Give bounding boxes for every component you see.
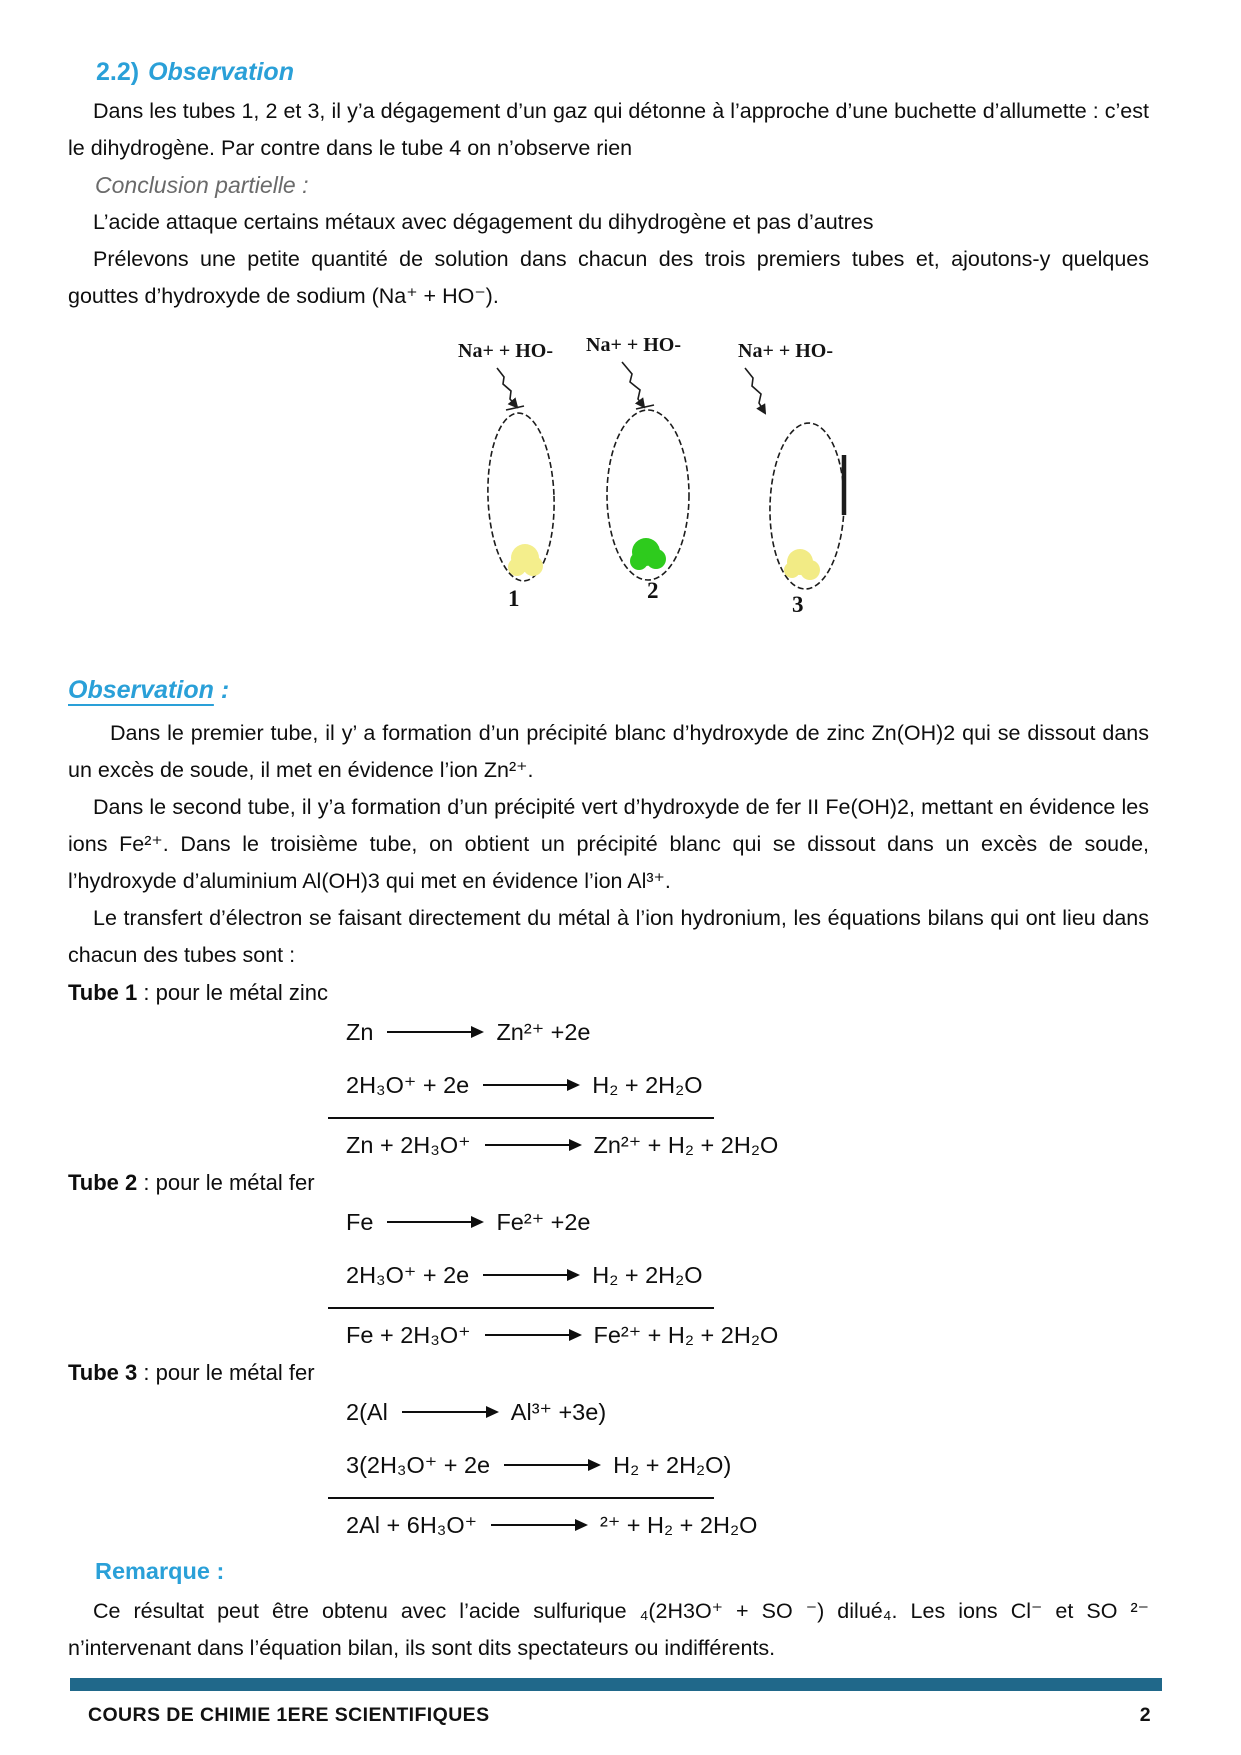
tube1-subtitle: : pour le métal zinc [137,980,329,1005]
tube3-eq2-rhs: H₂ + 2H₂O) [613,1451,732,1478]
tube-2-number: 2 [647,578,659,603]
tube-2-precipitate [630,538,666,570]
reaction-arrow [483,1274,578,1276]
tube-3-number: 3 [792,592,804,617]
tube-1-arrow-tick [506,406,524,410]
tube-1-number: 1 [508,586,520,611]
sum-rule [328,1117,714,1119]
tube1-half-equation-1 [346,1015,1149,1049]
tube1-label: Tube 1 [68,980,138,1005]
paragraph-transfert-electron: Le transfert d’électron se faisant directement du métal à l’ion hydronium, les équations bilans qui ont lieu dans chacun des tubes sont : [68,906,1149,967]
sum-rule [328,1307,714,1309]
tube2-eq1-rhs: Fe²⁺ +2e [496,1209,591,1235]
tube3-half-equation-2 [346,1448,1149,1482]
page-footer [0,1678,1241,1727]
tube-2-arrow-tick [636,405,654,409]
tube-3-precipitate [784,549,820,580]
tube3-eq1-lhs: 2(Al [346,1398,388,1425]
section-number: 2.2) [96,58,140,86]
section-title: Observation [148,58,294,86]
tube3-equations [346,1395,1149,1542]
tube-1-precipitate [508,544,543,576]
paragraph-acide-attaque: L’acide attaque certains métaux avec dégagement du dihydrogène et pas d’autres [93,210,874,234]
reaction-arrow [485,1144,580,1146]
tube1-eq1-lhs: Zn [346,1018,374,1045]
tube1-half-equation-2 [346,1068,1149,1102]
tube-3-reagent-label: Na+ + HO- [738,340,834,362]
tube2-sum-lhs: Fe + 2H₃O⁺ [346,1322,471,1348]
paragraph-prelevons: Prélevons une petite quantité de solution dans chacun des trois premiers tubes et, ajoutons-y quelques gouttes d’hydroxyde de sodium (Na⁺ + HO⁻). [68,247,1149,308]
tube-2-group [586,334,689,603]
tube-1-group [458,340,557,611]
tube-2-drop-arrow [622,362,644,407]
tube3-eq2-lhs: 3(2H₃O⁺ + 2e [346,1452,491,1478]
tube2-eq2-rhs: H₂ + 2H₂O [592,1261,703,1288]
tube3-label: Tube 3 [68,1360,138,1385]
tube2-eq2-lhs: 2H₃O⁺ + 2e [346,1262,470,1288]
observation-heading-colon: : [213,676,230,704]
tube1-eq2-lhs: 2H₃O⁺ + 2e [346,1072,470,1098]
tube1-eq2-rhs: H₂ + 2H₂O [592,1071,703,1098]
tube2-sum-equation [346,1307,1149,1352]
paragraph-remark: Ce résultat peut être obtenu avec l’acide sulfurique ₄(2H3O⁺ + SO ⁻) dilué₄. Les ions Cl⁻ et SO ²⁻ n’intervenant dans l’équation bilan, ils sont dits spectateurs ou indifférents. [68,1599,1149,1660]
remark-heading: Remarque : [95,1558,225,1584]
tube-2-reagent-label: Na+ + HO- [586,334,682,356]
tube1-sum-equation [346,1117,1149,1162]
tube3-sum-rhs: ²⁺ + H₂ + 2H₂O [600,1512,758,1538]
test-tubes-drawing [440,330,860,622]
paragraph-premier-tube: Dans le premier tube, il y’ a formation d’un précipité blanc d’hydroxyde de zinc Zn(OH)2 qui se dissout dans un excès de soude, il met en évidence l’ion Zn²⁺. [68,721,1149,782]
tube2-label: Tube 2 [68,1170,138,1195]
test-tubes-diagram [440,330,860,622]
tube2-sum-rhs: Fe²⁺ + H₂ + 2H₂O [593,1322,779,1348]
reaction-arrow [491,1524,586,1526]
tube-1-reagent-label: Na+ + HO- [458,340,554,362]
paragraph-observation-gas: Dans les tubes 1, 2 et 3, il y’a dégagement d’un gaz qui détonne à l’approche d’une buchette d’allumette : c’est le dihydrogène. Par contre dans le tube 4 on n’observe rien [68,99,1149,160]
tube3-equation-heading [68,1354,1149,1391]
tube-3-drop-arrow [745,368,765,413]
tube2-half-equation-1 [346,1205,1149,1239]
tube1-sum-lhs: Zn + 2H₃O⁺ [346,1132,471,1158]
conclusion-partielle-label: Conclusion partielle : [95,172,309,198]
paragraph-second-troisieme-tube: Dans le second tube, il y’a formation d’un précipité vert d’hydroxyde de fer II Fe(OH)2, mettant en évidence les ions Fe²⁺. Dans le troisième tube, on obtient un précipité blanc qui se dissout dans un excès de soude, l’hydroxyde d’aluminium Al(OH)3 qui met en évidence l’ion Al³⁺. [68,795,1149,893]
footer-course-title: COURS DE CHIMIE 1ERE SCIENTIFIQUES [88,1704,490,1726]
reaction-arrow [485,1334,580,1336]
tube1-equation-heading [68,974,1149,1011]
tube-1-drop-arrow [497,368,517,407]
tube3-subtitle: : pour le métal fer [137,1360,315,1385]
tube2-half-equation-2 [346,1258,1149,1292]
reaction-arrow [483,1084,578,1086]
tube3-half-equation-1 [346,1395,1149,1429]
reaction-arrow [504,1464,599,1466]
tube1-eq1-rhs: Zn²⁺ +2e [496,1019,591,1045]
tube3-eq1-rhs: Al³⁺ +3e) [510,1399,607,1425]
sum-rule [328,1497,714,1499]
tube3-sum-equation [346,1497,1149,1542]
tube2-subtitle: : pour le métal fer [137,1170,315,1195]
tube2-eq1-lhs: Fe [346,1208,374,1235]
section-heading [96,58,1149,87]
tube1-equations [346,1015,1149,1162]
reaction-arrow [402,1411,497,1413]
observation-heading [68,676,1149,705]
tube1-sum-rhs: Zn²⁺ + H₂ + 2H₂O [593,1132,779,1158]
footer-page-number: 2 [1139,1704,1151,1726]
observation-heading-word: Observation [68,676,214,704]
tube-3-group [738,340,846,617]
tube2-equations [346,1205,1149,1352]
reaction-arrow [387,1031,482,1033]
tube2-equation-heading [68,1164,1149,1201]
reaction-arrow [387,1221,482,1223]
footer-divider-bar [70,1678,1162,1691]
tube3-sum-lhs: 2Al + 6H₃O⁺ [346,1512,478,1538]
